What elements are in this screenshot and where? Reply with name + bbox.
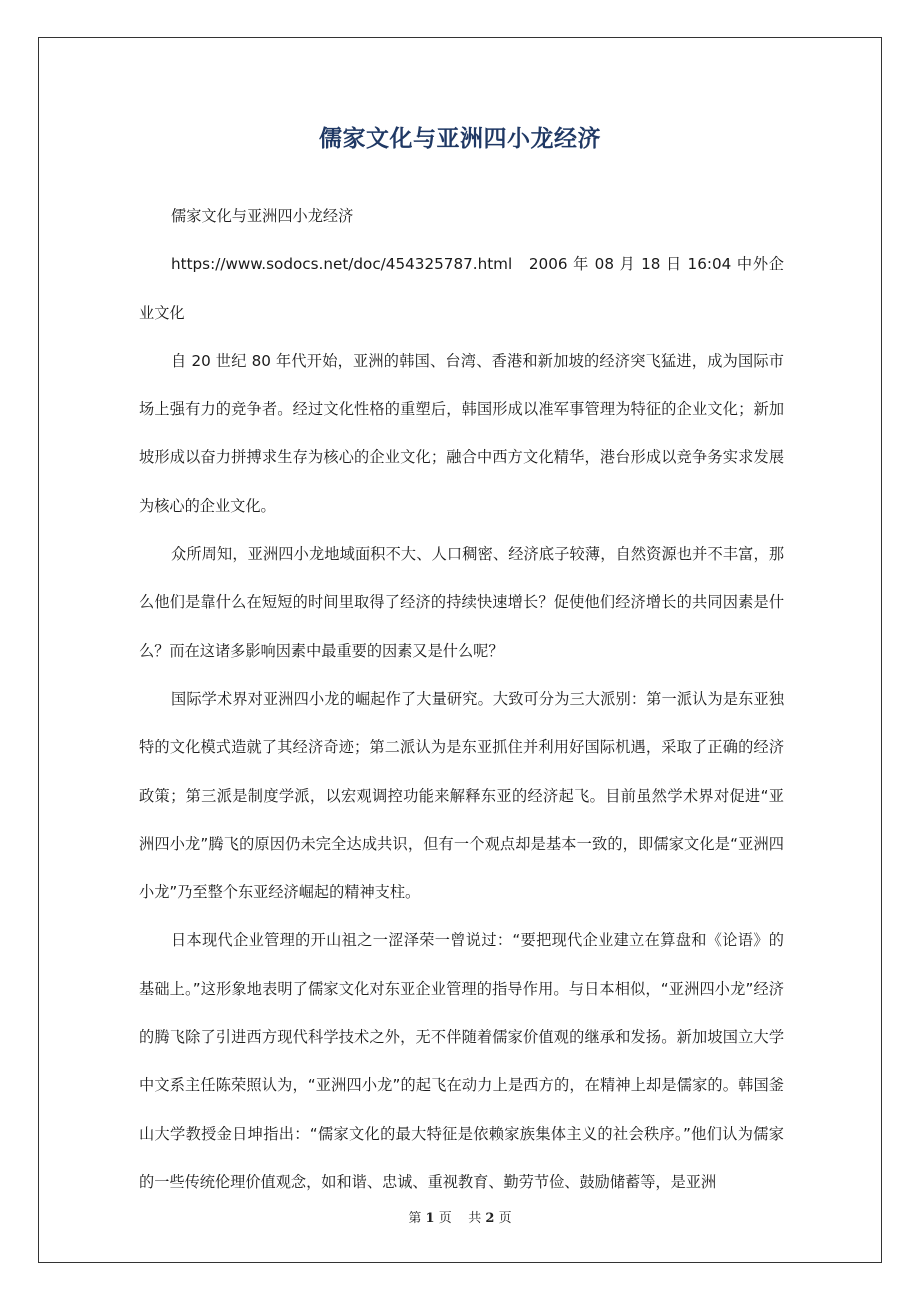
page-footer bbox=[38, 1207, 882, 1226]
paragraph-subtitle: 儒家文化与亚洲四小龙经济 bbox=[171, 207, 354, 225]
current-page-number: 1 bbox=[425, 1211, 435, 1226]
page-suffix: 页 bbox=[438, 1211, 452, 1226]
document-title: 儒家文化与亚洲四小龙经济 bbox=[319, 126, 601, 152]
document-body bbox=[139, 192, 784, 1206]
total-page-count: 2 bbox=[485, 1211, 495, 1226]
paragraph: 众所周知，亚洲四小龙地域面积不大、人口稠密、经济底子较薄，自然资源也并不丰富，那么他们是靠什么在短短的时间里取得了经济的持续快速增长？促使他们经济增长的共同因素是什么？而在这诸多影响因素中最重要的因素又是什么呢？ bbox=[139, 545, 784, 660]
paragraph: 国际学术界对亚洲四小龙的崛起作了大量研究。大致可分为三大派别：第一派认为是东亚独特的文化模式造就了其经济奇迹；第二派认为是东亚抓住并利用好国际机遇，采取了正确的经济政策；第三派是制度学派，以宏观调控功能来解释东亚的经济起飞。目前虽然学术界对促进“亚洲四小龙”腾飞的原因仍未完全达成共识，但有一个观点却是基本一致的，即儒家文化是“亚洲四小龙”乃至整个东亚经济崛起的精神支柱。 bbox=[139, 689, 784, 902]
paragraph: 自 20 世纪 80 年代开始，亚洲的韩国、台湾、香港和新加坡的经济突飞猛进，成为国际市场上强有力的竞争者。经过文化性格的重塑后，韩国形成以准军事管理为特征的企业文化；新加坡形成以奋力拼搏求生存为核心的企业文化；融合中西方文化精华，港台形成以竞争务实求发展为核心的企业文化。 bbox=[139, 351, 784, 515]
total-suffix: 页 bbox=[498, 1211, 512, 1226]
paragraph-source: https://www.sodocs.net/doc/454325787.html 2006 年 08 月 18 日 16:04 中外企业文化 bbox=[139, 255, 784, 322]
page-prefix: 第 bbox=[408, 1211, 422, 1226]
total-prefix: 共 bbox=[468, 1211, 482, 1226]
paragraph: 日本现代企业管理的开山祖之一涩泽荣一曾说过：“要把现代企业建立在算盘和《论语》的基础上。”这形象地表明了儒家文化对东亚企业管理的指导作用。与日本相似，“亚洲四小龙”经济的腾飞除了引进西方现代科学技术之外，无不伴随着儒家价值观的继承和发扬。新加坡国立大学中文系主任陈荣照认为，“亚洲四小龙”的起飞在动力上是西方的，在精神上却是儒家的。韩国釜山大学教授金日坤指出：“儒家文化的最大特征是依赖家族集体主义的社会秩序。”他们认为儒家的一些传统伦理价值观念，如和谐、忠诚、重视教育、勤劳节俭、鼓励储蓄等，是亚洲 bbox=[139, 931, 784, 1191]
